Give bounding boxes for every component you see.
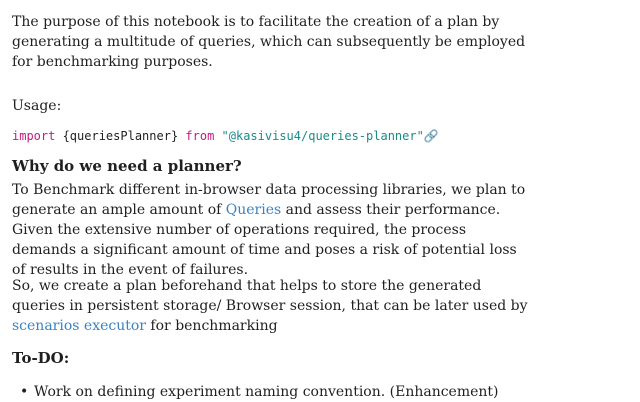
list-item xyxy=(12,382,499,402)
queries-link[interactable]: Queries xyxy=(225,202,282,218)
code-module-string: "@kasivisu4/queries-planner" xyxy=(214,129,424,143)
plan-text-before: So, we create a plan beforehand that helps to store the generated queries in persistent storage/ Browser session, that can be later used by xyxy=(12,278,528,314)
plan-paragraph xyxy=(12,276,532,336)
why-heading: Why do we need a planner? xyxy=(12,157,242,175)
todo-heading: To-DO: xyxy=(12,349,70,367)
todo-item-text: Work on defining experiment naming convention. (Enhancement) xyxy=(34,384,499,400)
intro-paragraph: The purpose of this notebook is to facilitate the creation of a plan by generating a multitude of queries, which can subsequently be employed for benchmarking purposes. xyxy=(12,14,526,70)
why-text-after: and assess their performance. Given the extensive number of operations required, the process demands a significant amount of time and poses a risk of potential loss of results in the event of failures. xyxy=(12,202,517,278)
code-keyword-from: from xyxy=(185,129,215,143)
usage-label: Usage: xyxy=(12,98,62,114)
why-text-before: To Benchmark different in-browser data processing libraries, we plan to generate an ample amount of xyxy=(12,182,526,218)
code-identifier: {queriesPlanner} xyxy=(55,129,186,143)
usage-code-cell[interactable] xyxy=(12,128,439,144)
bullet-icon: • xyxy=(20,384,29,400)
scenarios-executor-link[interactable]: scenarios executor xyxy=(12,318,146,334)
code-keyword-import: import xyxy=(12,129,56,143)
todo-list xyxy=(12,382,499,402)
plan-text-after: for benchmarking xyxy=(145,318,278,334)
link-icon[interactable]: 🔗 xyxy=(423,129,439,143)
why-paragraph xyxy=(12,180,532,280)
